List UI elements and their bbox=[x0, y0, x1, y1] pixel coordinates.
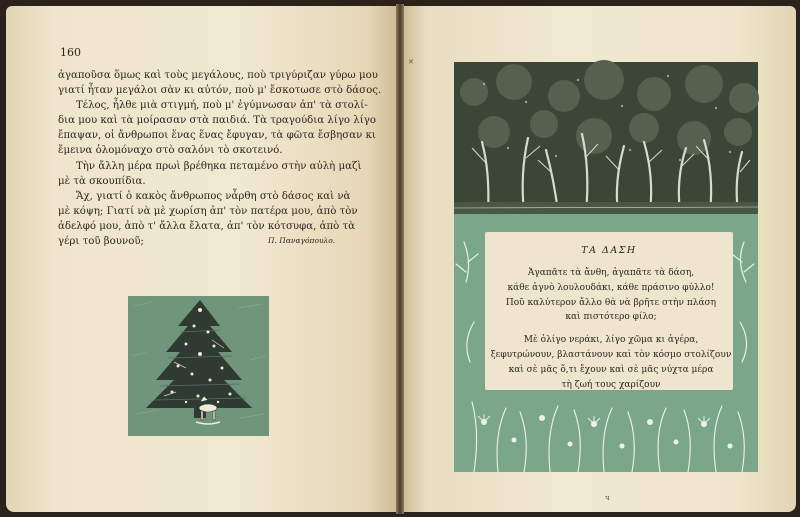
text-line: Ἄχ, γιατί ὁ κακὸς ἄνθρωπος νἆρθη στὸ δάσος καὶ νὰ bbox=[76, 190, 351, 202]
poem-line: Μὲ ὀλίγο νεράκι, λίγο χῶμα κι ἀγέρα, bbox=[523, 335, 699, 346]
poem-line: τὴ ζωή τους χαρίζουν bbox=[561, 379, 661, 390]
text-line: μὲ κόψη; Γιατί νὰ μὲ χωρίση ἀπ' τὸν πατέρα μου, ἀπὸ τὸν bbox=[58, 205, 358, 217]
text-line: γέρι τοῦ βουνοῦ; bbox=[58, 236, 144, 248]
book-gutter bbox=[396, 4, 404, 514]
poem-line: Ποῦ καλύτερον ἄλλο θὰ νὰ βρῆτε στὴν πλάση bbox=[505, 297, 717, 308]
poem-panel bbox=[485, 232, 733, 390]
text-line: Τέλος, ἦλθε μιὰ στιγμή, ποὺ μ' ἐγύμνωσαν ἀπ' τὰ στολί- bbox=[76, 100, 368, 112]
text-line: Τὴν ἄλλη μέρα πρωὶ βρέθηκα πεταμένο στὴν αὐλὴ μαζὶ bbox=[76, 160, 362, 172]
poem-line: καὶ σὲ μᾶς ὅ,τι ἔχουν καὶ σὲ μᾶς νύχτα μέρα bbox=[508, 364, 714, 375]
text-line: δια μου καὶ τὰ μοίρασαν στὰ παιδιά. Τὰ τραγούδια λίγο λίγο bbox=[58, 115, 376, 127]
poem-line: Ἀγαπᾶτε τὰ ἄνθη, ἀγαπᾶτε τὰ δάση, bbox=[527, 268, 695, 278]
christmas-tree-image bbox=[128, 296, 269, 436]
page-number: 160 bbox=[60, 46, 81, 59]
poem-text bbox=[489, 266, 733, 392]
stanza-gap bbox=[489, 325, 733, 333]
christmas-tree-illustration bbox=[128, 296, 269, 436]
left-page-text bbox=[58, 68, 382, 249]
poem-line: καὶ πιστότερο φίλο; bbox=[565, 312, 657, 323]
poem-line: κάθε ἀγνὸ λουλουδάκι, κάθε πράσινο φύλλο! bbox=[507, 282, 715, 293]
text-line: ἔμεινα ὁλομόναχο στὸ σαλόνι τὸ σκοτεινό. bbox=[58, 145, 283, 157]
text-line: μὲ τὰ σκουπίδια. bbox=[58, 175, 146, 187]
author-signature: Π. Παναγόπουλο. bbox=[268, 236, 336, 245]
poem-title: ΤΑ ΔΑΣΗ bbox=[581, 245, 637, 256]
page-mark: ✕ bbox=[408, 58, 414, 66]
text-line: γιατί ἦταν μεγάλοι σὰν κι αὐτόν, ποὺ μ' ἔσκοτωσε στὸ δάσος. bbox=[58, 85, 382, 97]
page-mark: ч bbox=[605, 494, 610, 502]
poem-line: ξεφυτρώνουν, βλαστάνουν καὶ τὸν κόσμο στολίζουν bbox=[490, 349, 732, 360]
text-line: ἔπαψαν, οἱ ἄνθρωποι ἕνας ἕνας ἔφυγαν, τὰ φῶτα ἔσβησαν κι bbox=[58, 130, 376, 142]
text-line: ἀγαποῦσα ὅμως καὶ τοὺς μεγάλους, ποὺ τριγύριζαν γύρω μου bbox=[58, 70, 378, 81]
text-line: ἀδελφό μου, ἀπὸ τ' ἄλλα ἔλατα, ἀπ' τὸν κότσυφα, ἀπὸ τὰ bbox=[58, 220, 356, 232]
